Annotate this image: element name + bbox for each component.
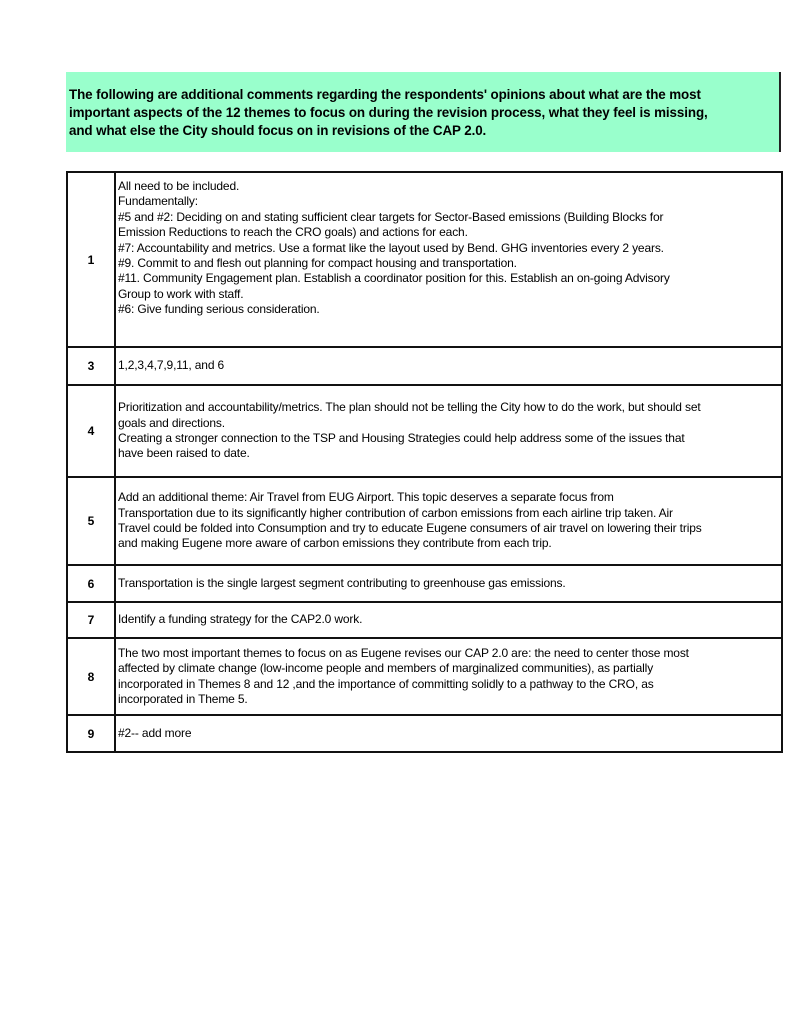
intro-line: important aspects of the 12 themes to focus on during the revision process, what they feel is missing, bbox=[69, 105, 708, 120]
row-number: 9 bbox=[67, 715, 115, 752]
row-number: 4 bbox=[67, 385, 115, 477]
table-row bbox=[67, 347, 782, 385]
comments-table bbox=[66, 171, 783, 753]
comment-line: #11. Community Engagement plan. Establish a coordinator position for this. Establish an on-going Advisory bbox=[118, 271, 670, 286]
comment-line: #6: Give funding serious consideration. bbox=[118, 302, 320, 317]
comment-line: #9. Commit to and flesh out planning for compact housing and transportation. bbox=[118, 256, 517, 271]
row-number: 1 bbox=[67, 172, 115, 347]
comment-line: The two most important themes to focus on as Eugene revises our CAP 2.0 are: the need to center those most bbox=[118, 645, 689, 660]
row-number: 6 bbox=[67, 565, 115, 602]
table-row bbox=[67, 477, 782, 565]
comment-line: incorporated in Themes 8 and 12 ,and the importance of committing solidly to a pathway to the CRO, as bbox=[118, 676, 654, 691]
comment-line: incorporated in Theme 5. bbox=[118, 691, 248, 706]
comment-line: Travel could be folded into Consumption and try to educate Eugene consumers of air travel on lowering their trips bbox=[118, 521, 702, 535]
comment-line: Identify a funding strategy for the CAP2.0 work. bbox=[118, 612, 363, 627]
table-row bbox=[67, 172, 782, 347]
row-number: 3 bbox=[67, 347, 115, 385]
comment-line: Fundamentally: bbox=[118, 194, 198, 209]
comment-line: and making Eugene more aware of carbon emissions they contribute from each trip. bbox=[118, 536, 552, 551]
comment-line: Add an additional theme: Air Travel from EUG Airport. This topic deserves a separate focus from bbox=[118, 490, 614, 505]
comment-cell bbox=[115, 385, 782, 477]
comment-line: Group to work with staff. bbox=[118, 286, 244, 301]
table-row bbox=[67, 565, 782, 602]
comment-cell bbox=[115, 172, 782, 347]
row-number: 8 bbox=[67, 638, 115, 715]
comment-line: affected by climate change (low-income people and members of marginalized communities), as partially bbox=[118, 661, 654, 676]
comment-line: #2-- add more bbox=[118, 725, 192, 740]
comment-line: #5 and #2: Deciding on and stating sufficient clear targets for Sector-Based emissions (Building Blocks for bbox=[118, 209, 664, 224]
comment-cell bbox=[115, 347, 782, 385]
comment-line: #7: Accountability and metrics. Use a format like the layout used by Bend. GHG inventories every 2 years. bbox=[118, 240, 664, 255]
comment-cell bbox=[115, 602, 782, 638]
intro-line: and what else the City should focus on in revisions of the CAP 2.0. bbox=[69, 123, 487, 138]
comment-line: goals and directions. bbox=[118, 415, 225, 430]
comment-line: have been raised to date. bbox=[118, 446, 250, 461]
table-row bbox=[67, 638, 782, 715]
row-number: 7 bbox=[67, 602, 115, 638]
comment-line: 1,2,3,4,7,9,11, and 6 bbox=[118, 358, 225, 373]
comment-cell bbox=[115, 638, 782, 715]
comment-line: Creating a stronger connection to the TSP and Housing Strategies could help address some of the issues that bbox=[118, 431, 685, 445]
table-row bbox=[67, 602, 782, 638]
row-number: 5 bbox=[67, 477, 115, 565]
comment-cell bbox=[115, 715, 782, 752]
table-row bbox=[67, 385, 782, 477]
comment-cell bbox=[115, 477, 782, 565]
table-row bbox=[67, 715, 782, 752]
comment-cell bbox=[115, 565, 782, 602]
comment-line: Transportation is the single largest segment contributing to greenhouse gas emissions. bbox=[118, 575, 566, 590]
comment-line: Transportation due to its significantly higher contribution of carbon emissions from each airline trip taken. Air bbox=[118, 505, 673, 520]
comment-line: Emission Reductions to reach the CRO goals) and actions for each. bbox=[118, 225, 468, 240]
comment-line: All need to be included. bbox=[118, 179, 240, 193]
comment-line: Prioritization and accountability/metrics. The plan should not be telling the City how to do the work, but should set bbox=[118, 400, 701, 415]
intro-line: The following are additional comments regarding the respondents' opinions about what are the most bbox=[69, 87, 701, 102]
intro-banner bbox=[66, 72, 781, 152]
